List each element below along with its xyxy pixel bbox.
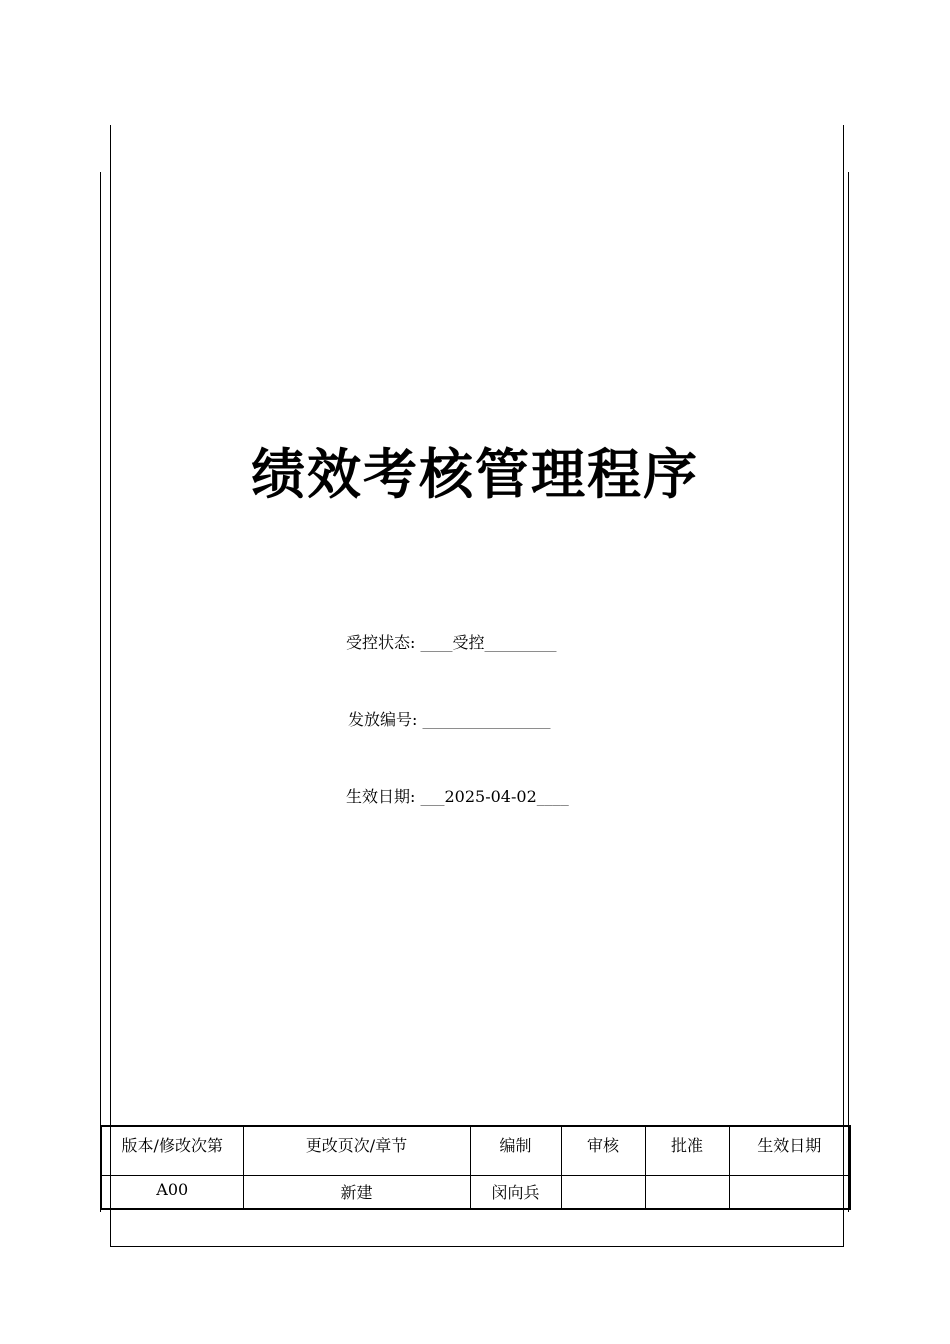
header-effective-date: 生效日期: [729, 1126, 850, 1176]
effective-date-lead: ___: [420, 787, 445, 806]
cell-approved-by: [645, 1176, 729, 1210]
frame-inner-left-line: [110, 125, 111, 1247]
cell-effective-date: [729, 1176, 850, 1210]
control-status-label: 受控状态:: [346, 633, 416, 652]
control-status-value: 受控: [452, 633, 485, 652]
header-approved-by: 批准: [645, 1126, 729, 1176]
frame-outer-right-line: [848, 172, 849, 1212]
cell-reviewed-by: [561, 1176, 645, 1210]
effective-date-field: [346, 786, 569, 808]
document-title: 绩效考核管理程序: [251, 443, 699, 506]
control-status-lead: ____: [420, 633, 453, 652]
frame-bottom-line: [110, 1246, 844, 1247]
effective-date-label: 生效日期:: [346, 787, 416, 806]
cell-changed-pages: 新建: [243, 1176, 470, 1210]
control-status-trail: _________: [484, 633, 557, 652]
header-prepared-by: 编制: [470, 1126, 561, 1176]
frame-inner-right-line: [843, 125, 844, 1247]
frame-outer-left-line: [100, 172, 101, 1212]
header-changed-pages: 更改页次/章节: [243, 1126, 470, 1176]
revision-table-header-row: [101, 1126, 850, 1176]
revision-table: [100, 1125, 851, 1210]
effective-date-value: 2025-04-02: [444, 787, 537, 806]
cell-prepared-by: 闵向兵: [470, 1176, 561, 1210]
cell-version: A00: [101, 1176, 243, 1210]
header-reviewed-by: 审核: [561, 1126, 645, 1176]
issue-number-field: [348, 709, 551, 731]
issue-number-label: 发放编号:: [348, 710, 418, 729]
issue-number-trail: ________________: [422, 710, 551, 729]
control-status-field: [346, 632, 557, 654]
header-version: 版本/修改次第: [101, 1126, 243, 1176]
effective-date-trail: ____: [536, 787, 569, 806]
table-row: [101, 1176, 850, 1210]
